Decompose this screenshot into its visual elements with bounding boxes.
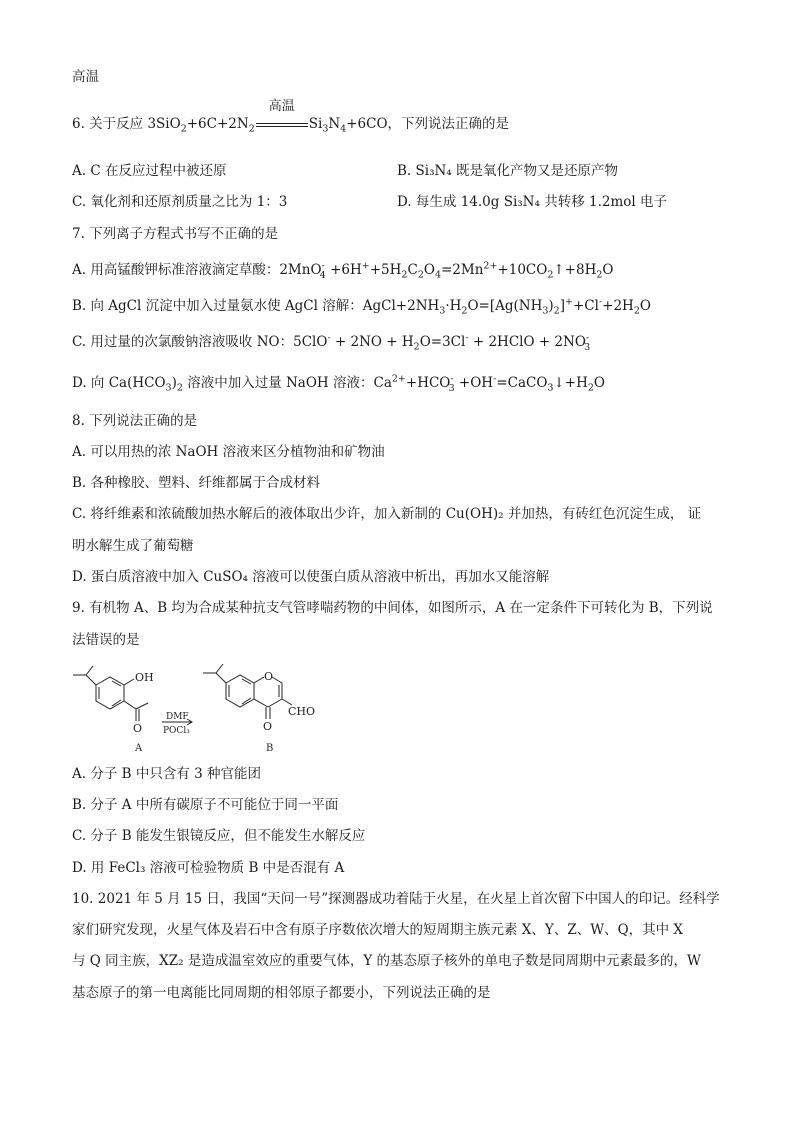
q9-stem-line2: 法错误的是 — [72, 632, 140, 648]
q8-stem: 8. 下列说法正确的是 — [72, 413, 198, 429]
molecule-b-structure — [203, 664, 292, 719]
q9-option-c: C. 分子 B 能发生银镜反应，但不能发生水解反应 — [72, 828, 366, 844]
q7-option-d: D. 向 $Ca(HCO_3)_2$ 溶液中加入过量 NaOH 溶液：$Ca^{2+}+HCO^-_3$ $+OH^-=CaCO_3↓+H_2O$ — [72, 373, 605, 394]
q10-line4: 基态原子的第一电离能比同周期的相邻原子都要小，下列说法正确的是 — [72, 985, 491, 1001]
q6-condition — [256, 99, 308, 133]
q9-option-d: D. 用 FeCl₃ 溶液可检验物质 B 中是否混有 A — [72, 860, 345, 876]
oh-label: OH — [135, 671, 154, 684]
q9-option-b: B. 分子 A 中所有碳原子不可能位于同一平面 — [72, 797, 339, 813]
q8-option-c-line2: 明水解生成了葡萄糖 — [72, 538, 194, 554]
q9-stem-line1: 9. 有机物 A、B 均为合成某种抗支气管哮喘药物的中间体，如图所示，A 在一定条件下可转化为 B，下列说 — [72, 600, 713, 616]
header-word: 高温 — [72, 69, 99, 85]
q8-option-b: B. 各种橡胶、塑料、纤维都属于合成材料 — [72, 475, 321, 491]
q6-option-b: B. Si₃N₄ 既是氧化产物又是还原产物 — [397, 163, 618, 179]
carbonyl-o-label-a: O — [133, 722, 143, 735]
q10-line3: 与 Q 同主族，XZ₂ 是造成温室效应的重要气体，Y 的基态原子核外的单电子数是同周期中元素最多的，W — [72, 953, 701, 969]
q6-option-a: A. C 在反应过程中被还原 — [72, 163, 227, 179]
cho-label: CHO — [288, 705, 316, 718]
q7-c-text: C. 用过量的次氯酸钠溶液吸收 NO： — [72, 334, 294, 350]
q7-a-text: A. 用高锰酸钾标准溶液滴定草酸： — [72, 262, 280, 278]
q6-condition-label: 高温 — [268, 99, 295, 114]
q6-stem-end: ，下列说法正确的是 — [387, 116, 510, 132]
compound-a-label: A — [135, 743, 143, 754]
q8-option-a: A. 可以用热的浓 NaOH 溶液来区分植物油和矿物油 — [72, 444, 385, 460]
q9-reaction-scheme — [66, 659, 326, 755]
q8-option-c-line1: C. 将纤维素和浓硫酸加热水解后的液体取出少许，加入新制的 Cu(OH)₂ 并加热，有砖红色沉淀生成， 证 — [72, 506, 702, 522]
q7-b-text: B. 向 AgCl 沉淀中加入过量氨水使 AgCl 溶解： — [72, 298, 363, 314]
ring-o-label: O — [264, 670, 274, 683]
reagent-dmf: DMF — [166, 712, 189, 722]
q7-option-c: C. 用过量的次氯酸钠溶液吸收 NO：$5ClO^- + 2NO + H_2O=3Cl^-$ + 2HClO + $2NO^-_3$ — [72, 332, 591, 353]
q9-option-a: A. 分子 B 中只含有 3 种官能团 — [72, 766, 262, 782]
q7-option-b: B. 向 AgCl 沉淀中加入过量氨水使 AgCl 溶解：$AgCl+2NH_3\cdot H_2O=[Ag(NH_3)_2]^++Cl^-+2H_2O$ — [72, 296, 651, 317]
q7-stem: 7. 下列离子方程式书写不正确的是 — [72, 226, 279, 242]
reagent-pocl3: POCl₃ — [163, 726, 190, 736]
q10-line1: 10. 2021 年 5 月 15 日，我国“天问一号”探测器成功着陆于火星，在火星上首次留下中国人的印记。经科学 — [72, 891, 720, 907]
q7-d-text: D. 向 Ca(HCO — [72, 375, 166, 391]
q6-option-c: C. 氧化剂和还原剂质量之比为 1：3 — [72, 194, 288, 210]
q6-option-d: D. 每生成 14.0g Si₃N₄ 共转移 1.2mol 电子 — [397, 194, 667, 210]
q7-d-text2: 溶液中加入过量 NaOH 溶液： — [182, 375, 374, 391]
q8-option-d: D. 蛋白质溶液中加入 CuSO₄ 溶液可以使蛋白质从溶液中析出，再加水又能溶解 — [72, 569, 550, 585]
q6-stem: 6. 关于反应 $3SiO_2+6C+2N_2$ 高温 $Si_3N_4+6CO$，下列说法正确的是 — [72, 99, 510, 135]
compound-b-label: B — [266, 743, 274, 754]
q10-line2: 家们研究发现，火星气体及岩石中含有原子序数依次增大的短周期主族元素 X、Y、Z、W、Q，其中 X — [72, 922, 684, 938]
reaction-figure — [66, 659, 326, 755]
q6-prefix: 6. 关于反应 3SiO — [72, 116, 181, 132]
q7-option-a: A. 用高锰酸钾标准溶液滴定草酸：$2MnO^-_4 +6H^++5H_2C_2O_4=2Mn^{2+}+10CO_2↑+8H_2O$ — [72, 260, 614, 281]
carbonyl-o-label-b: O — [263, 720, 273, 733]
